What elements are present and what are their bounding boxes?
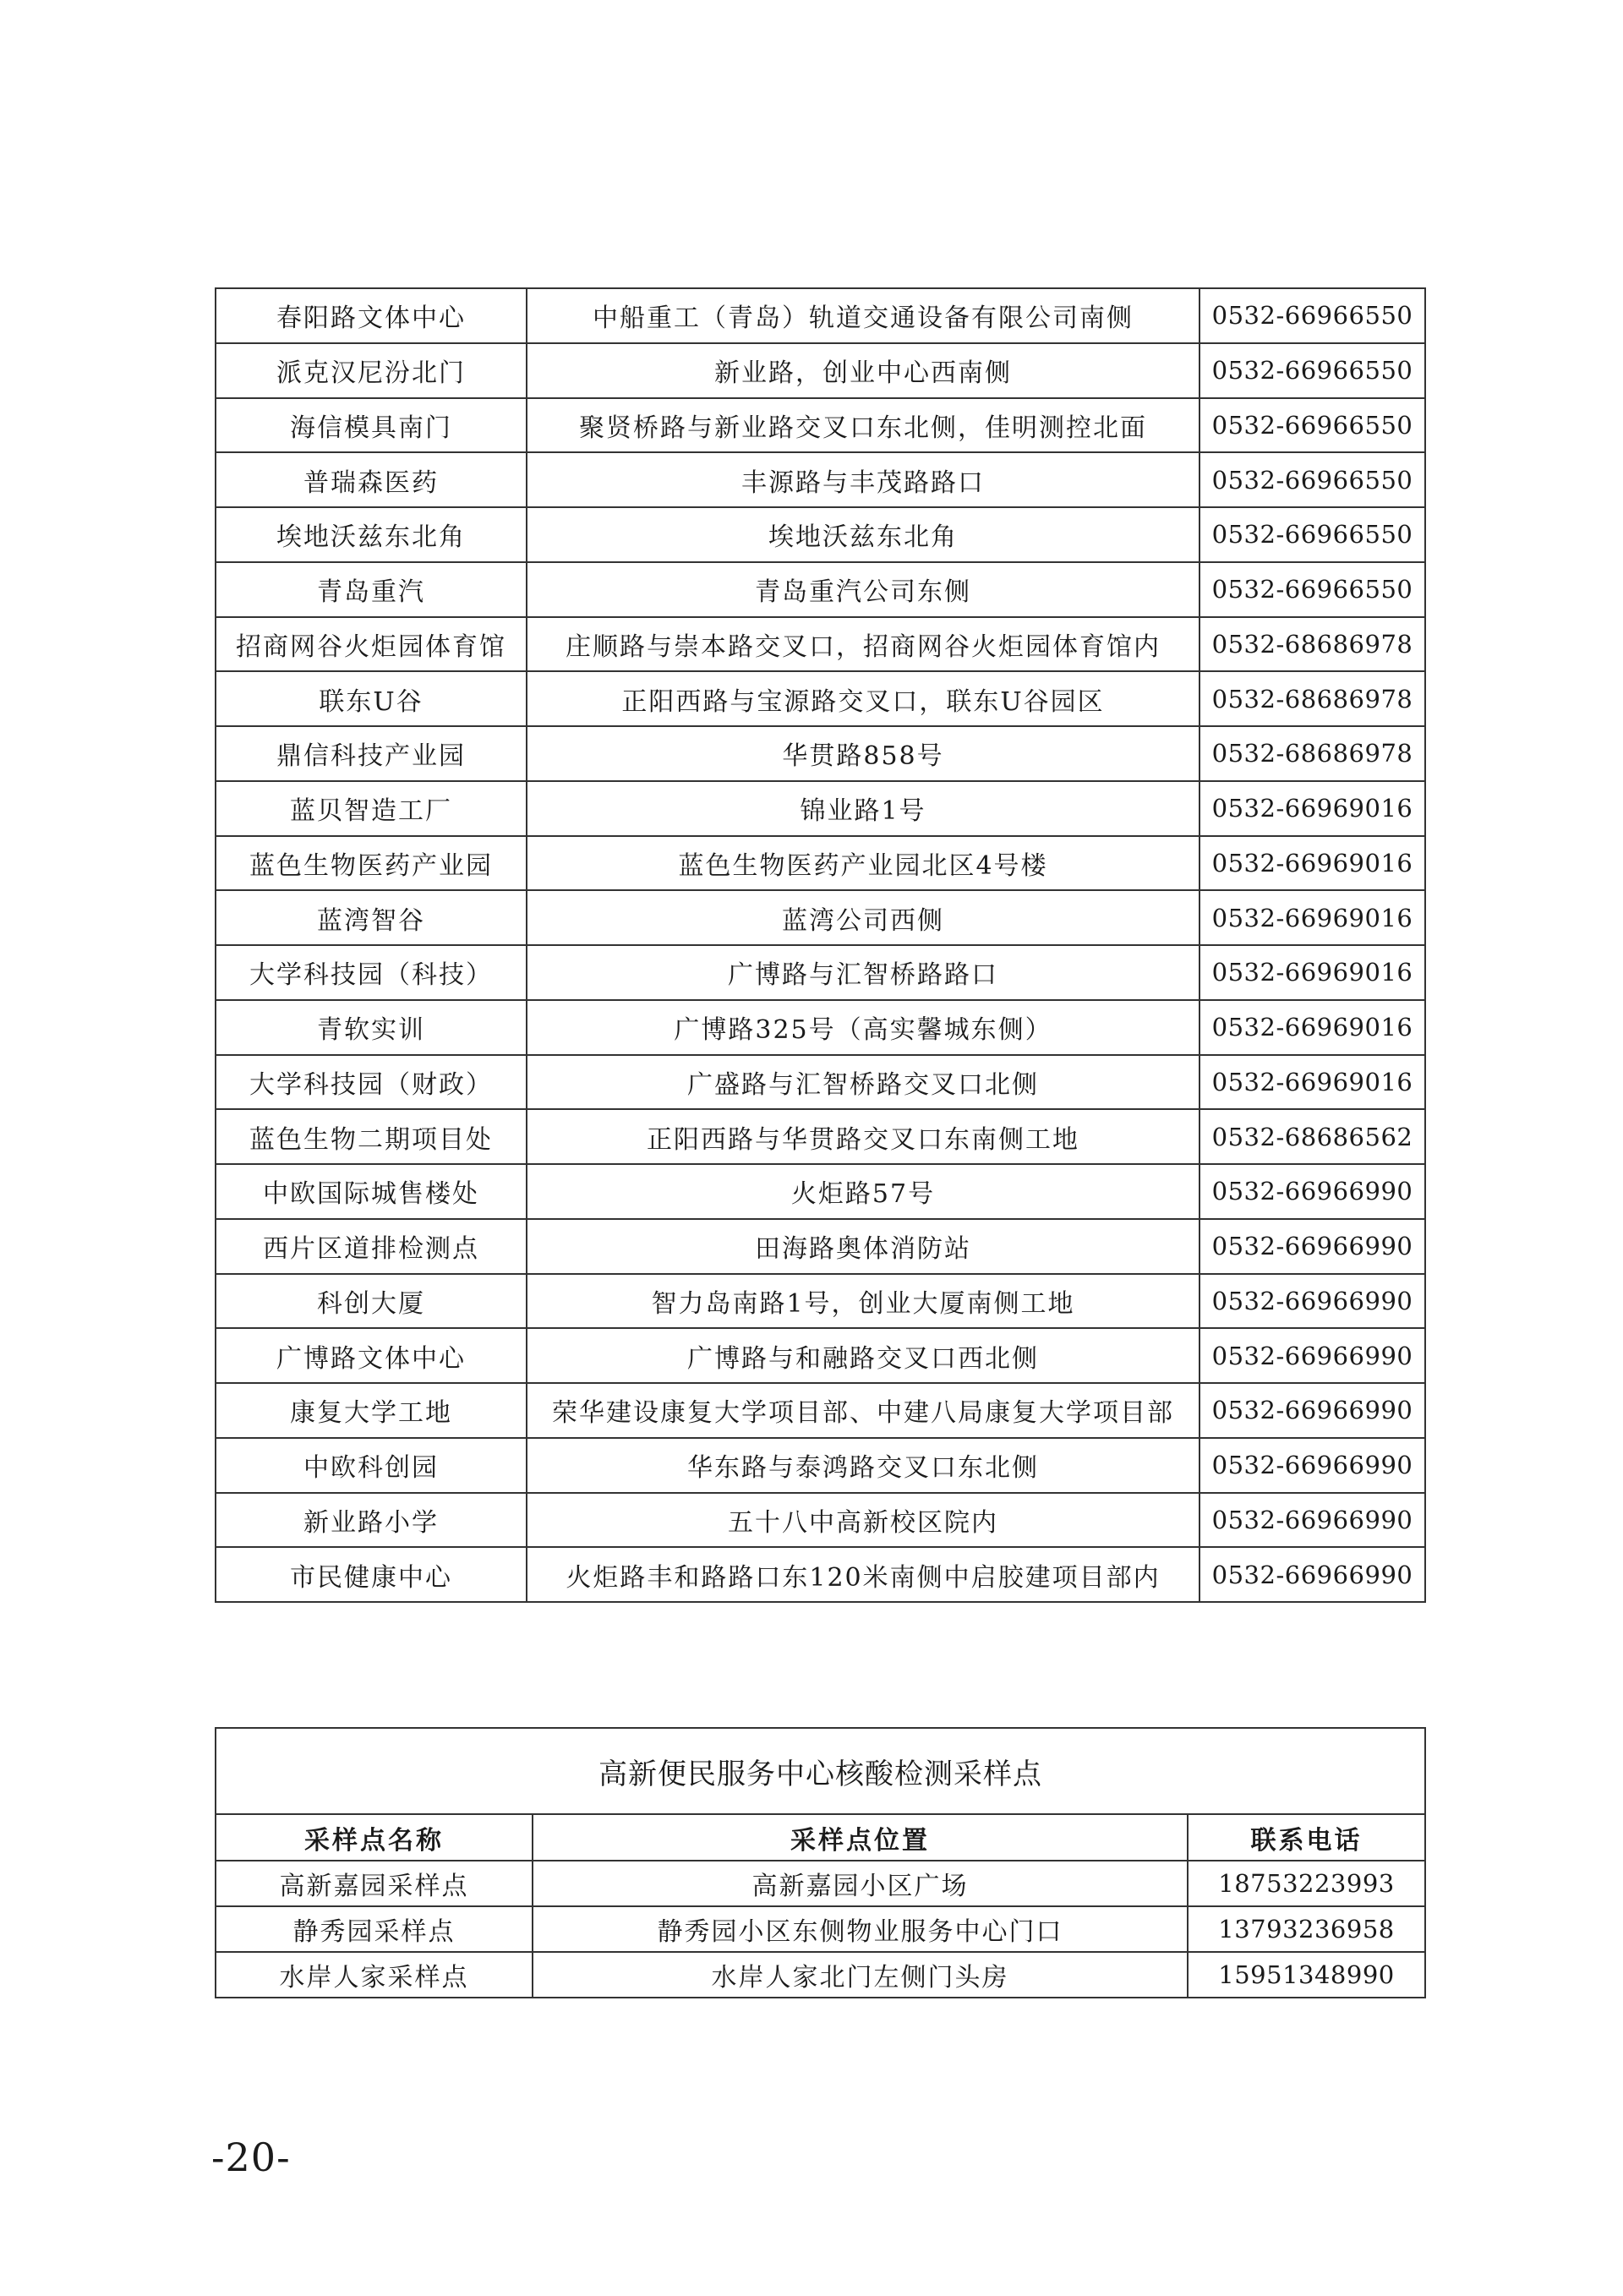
table-row bbox=[216, 1328, 1425, 1383]
site-location-cell: 华东路与泰鸿路交叉口东北侧 bbox=[527, 1438, 1199, 1493]
site-name-cell: 联东U谷 bbox=[216, 671, 527, 726]
contact-phone-cell: 0532-66969016 bbox=[1199, 890, 1425, 945]
site-name-cell: 市民健康中心 bbox=[216, 1547, 527, 1602]
contact-phone-cell: 0532-68686978 bbox=[1199, 617, 1425, 672]
site-location-cell: 火炬路丰和路路口东120米南侧中启胶建项目部内 bbox=[527, 1547, 1199, 1602]
site-name-cell: 西片区道排检测点 bbox=[216, 1219, 527, 1274]
contact-phone-cell: 13793236958 bbox=[1188, 1906, 1425, 1952]
table-row bbox=[216, 1906, 1425, 1952]
site-name-cell: 科创大厦 bbox=[216, 1274, 527, 1329]
contact-phone-cell: 0532-66966550 bbox=[1199, 343, 1425, 398]
contact-phone-cell: 0532-66969016 bbox=[1199, 781, 1425, 836]
site-name-cell: 埃地沃兹东北角 bbox=[216, 507, 527, 562]
site-name-cell: 康复大学工地 bbox=[216, 1383, 527, 1438]
site-name-cell: 大学科技园（科技） bbox=[216, 945, 527, 1000]
contact-phone-cell: 0532-66969016 bbox=[1199, 1000, 1425, 1055]
table-row bbox=[216, 836, 1425, 891]
table-row bbox=[216, 562, 1425, 617]
table-row bbox=[216, 398, 1425, 453]
site-name-cell: 派克汉尼汾北门 bbox=[216, 343, 527, 398]
site-name-cell: 蓝色生物二期项目处 bbox=[216, 1109, 527, 1164]
site-location-cell: 智力岛南路1号，创业大厦南侧工地 bbox=[527, 1274, 1199, 1329]
site-location-cell: 五十八中高新校区院内 bbox=[527, 1493, 1199, 1548]
header-site-location: 采样点位置 bbox=[533, 1814, 1188, 1861]
table-row bbox=[216, 452, 1425, 507]
site-name-cell: 普瑞森医药 bbox=[216, 452, 527, 507]
site-name-cell: 春阳路文体中心 bbox=[216, 288, 527, 343]
site-name-cell: 广博路文体中心 bbox=[216, 1328, 527, 1383]
site-location-cell: 埃地沃兹东北角 bbox=[527, 507, 1199, 562]
site-location-cell: 水岸人家北门左侧门头房 bbox=[533, 1952, 1188, 1998]
table-row bbox=[216, 343, 1425, 398]
table-title-row bbox=[216, 1728, 1425, 1814]
table-header-row bbox=[216, 1814, 1425, 1861]
contact-phone-cell: 15951348990 bbox=[1188, 1952, 1425, 1998]
site-name-cell: 静秀园采样点 bbox=[216, 1906, 533, 1952]
site-location-cell: 广盛路与汇智桥路交叉口北侧 bbox=[527, 1055, 1199, 1110]
contact-phone-cell: 0532-66966990 bbox=[1199, 1438, 1425, 1493]
site-location-cell: 静秀园小区东侧物业服务中心门口 bbox=[533, 1906, 1188, 1952]
site-location-cell: 中船重工（青岛）轨道交通设备有限公司南侧 bbox=[527, 288, 1199, 343]
site-location-cell: 荣华建设康复大学项目部、中建八局康复大学项目部 bbox=[527, 1383, 1199, 1438]
site-name-cell: 中欧国际城售楼处 bbox=[216, 1164, 527, 1219]
site-name-cell: 蓝贝智造工厂 bbox=[216, 781, 527, 836]
site-name-cell: 青岛重汽 bbox=[216, 562, 527, 617]
contact-phone-cell: 0532-66966550 bbox=[1199, 452, 1425, 507]
site-name-cell: 招商网谷火炬园体育馆 bbox=[216, 617, 527, 672]
contact-phone-cell: 0532-66966990 bbox=[1199, 1219, 1425, 1274]
contact-phone-cell: 0532-66966550 bbox=[1199, 398, 1425, 453]
site-name-cell: 青软实训 bbox=[216, 1000, 527, 1055]
site-location-cell: 高新嘉园小区广场 bbox=[533, 1861, 1188, 1906]
table-row bbox=[216, 1952, 1425, 1998]
contact-phone-cell: 0532-66969016 bbox=[1199, 945, 1425, 1000]
table-row bbox=[216, 1274, 1425, 1329]
table-row bbox=[216, 945, 1425, 1000]
sampling-sites-table-body bbox=[216, 288, 1425, 1602]
header-contact-phone: 联系电话 bbox=[1188, 1814, 1425, 1861]
service-center-table bbox=[215, 1727, 1426, 1998]
contact-phone-cell: 0532-68686562 bbox=[1199, 1109, 1425, 1164]
contact-phone-cell: 18753223993 bbox=[1188, 1861, 1425, 1906]
site-name-cell: 新业路小学 bbox=[216, 1493, 527, 1548]
table-row bbox=[216, 1493, 1425, 1548]
site-name-cell: 中欧科创园 bbox=[216, 1438, 527, 1493]
table-row bbox=[216, 671, 1425, 726]
table-row bbox=[216, 781, 1425, 836]
contact-phone-cell: 0532-68686978 bbox=[1199, 726, 1425, 781]
contact-phone-cell: 0532-66966990 bbox=[1199, 1164, 1425, 1219]
table-row bbox=[216, 1219, 1425, 1274]
table-row bbox=[216, 1383, 1425, 1438]
table-row bbox=[216, 617, 1425, 672]
table-title: 高新便民服务中心核酸检测采样点 bbox=[216, 1728, 1425, 1814]
contact-phone-cell: 0532-66966550 bbox=[1199, 507, 1425, 562]
table-row bbox=[216, 1438, 1425, 1493]
contact-phone-cell: 0532-66966990 bbox=[1199, 1547, 1425, 1602]
table-row bbox=[216, 1164, 1425, 1219]
site-location-cell: 蓝色生物医药产业园北区4号楼 bbox=[527, 836, 1199, 891]
table-row bbox=[216, 1861, 1425, 1906]
contact-phone-cell: 0532-66966990 bbox=[1199, 1383, 1425, 1438]
header-site-name: 采样点名称 bbox=[216, 1814, 533, 1861]
site-location-cell: 庄顺路与崇本路交叉口，招商网谷火炬园体育馆内 bbox=[527, 617, 1199, 672]
site-location-cell: 华贯路858号 bbox=[527, 726, 1199, 781]
site-name-cell: 蓝湾智谷 bbox=[216, 890, 527, 945]
site-location-cell: 火炬路57号 bbox=[527, 1164, 1199, 1219]
sampling-sites-table bbox=[215, 287, 1426, 1603]
contact-phone-cell: 0532-66966990 bbox=[1199, 1328, 1425, 1383]
table-row bbox=[216, 1000, 1425, 1055]
site-location-cell: 青岛重汽公司东侧 bbox=[527, 562, 1199, 617]
contact-phone-cell: 0532-66966990 bbox=[1199, 1274, 1425, 1329]
site-location-cell: 田海路奥体消防站 bbox=[527, 1219, 1199, 1274]
contact-phone-cell: 0532-66966990 bbox=[1199, 1493, 1425, 1548]
site-location-cell: 锦业路1号 bbox=[527, 781, 1199, 836]
site-location-cell: 蓝湾公司西侧 bbox=[527, 890, 1199, 945]
table-row bbox=[216, 1109, 1425, 1164]
contact-phone-cell: 0532-66966550 bbox=[1199, 288, 1425, 343]
site-location-cell: 正阳西路与宝源路交叉口，联东U谷园区 bbox=[527, 671, 1199, 726]
site-name-cell: 水岸人家采样点 bbox=[216, 1952, 533, 1998]
site-location-cell: 新业路，创业中心西南侧 bbox=[527, 343, 1199, 398]
contact-phone-cell: 0532-66966550 bbox=[1199, 562, 1425, 617]
site-location-cell: 聚贤桥路与新业路交叉口东北侧，佳明测控北面 bbox=[527, 398, 1199, 453]
table-row bbox=[216, 507, 1425, 562]
service-center-table-body bbox=[216, 1728, 1425, 1998]
site-location-cell: 正阳西路与华贯路交叉口东南侧工地 bbox=[527, 1109, 1199, 1164]
site-name-cell: 蓝色生物医药产业园 bbox=[216, 836, 527, 891]
site-location-cell: 广博路与和融路交叉口西北侧 bbox=[527, 1328, 1199, 1383]
contact-phone-cell: 0532-66969016 bbox=[1199, 1055, 1425, 1110]
site-location-cell: 广博路与汇智桥路路口 bbox=[527, 945, 1199, 1000]
contact-phone-cell: 0532-68686978 bbox=[1199, 671, 1425, 726]
site-location-cell: 丰源路与丰茂路路口 bbox=[527, 452, 1199, 507]
site-name-cell: 大学科技园（财政） bbox=[216, 1055, 527, 1110]
table-row bbox=[216, 726, 1425, 781]
site-location-cell: 广博路325号（高实馨城东侧） bbox=[527, 1000, 1199, 1055]
site-name-cell: 鼎信科技产业园 bbox=[216, 726, 527, 781]
page-number: -20- bbox=[211, 2135, 291, 2180]
table-row bbox=[216, 1547, 1425, 1602]
table-row bbox=[216, 1055, 1425, 1110]
table-row bbox=[216, 890, 1425, 945]
contact-phone-cell: 0532-66969016 bbox=[1199, 836, 1425, 891]
table-row bbox=[216, 288, 1425, 343]
site-name-cell: 高新嘉园采样点 bbox=[216, 1861, 533, 1906]
site-name-cell: 海信模具南门 bbox=[216, 398, 527, 453]
